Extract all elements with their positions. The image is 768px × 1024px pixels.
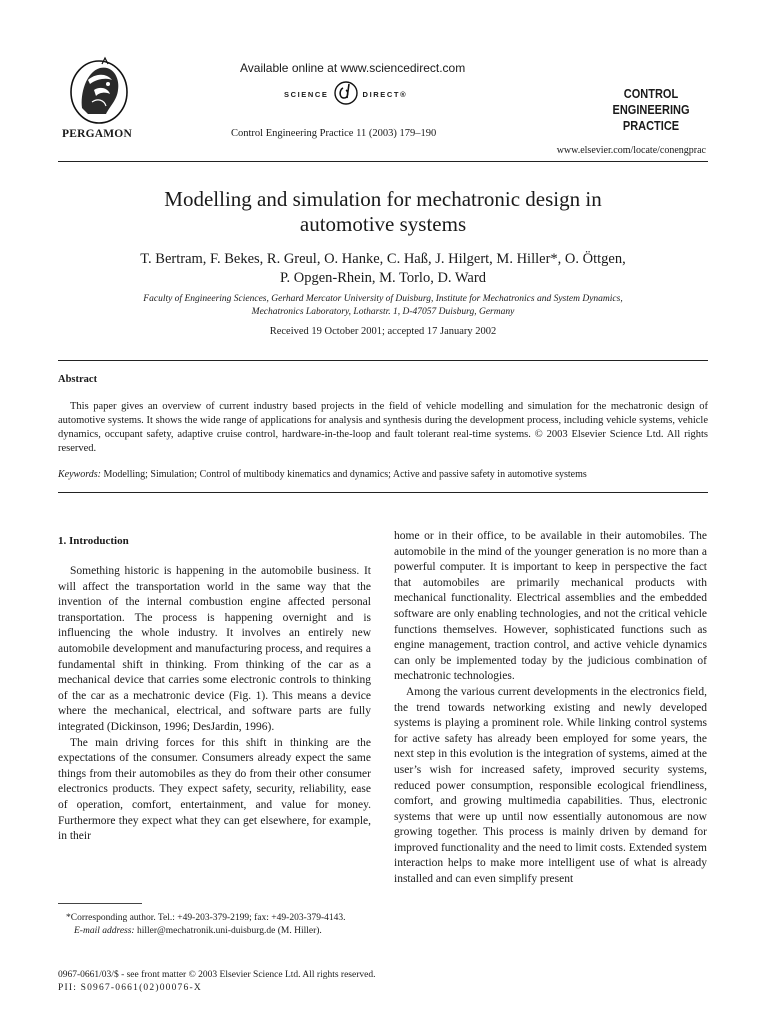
author-line1: T. Bertram, F. Bekes, R. Greul, O. Hanke, C. Haß, J. Hilgert, M. Hiller*, O. Öttgen, xyxy=(140,251,626,267)
sciencedirect-d-icon xyxy=(333,80,359,108)
footnote-divider xyxy=(58,903,142,904)
paper-title-line2: automotive systems xyxy=(299,212,467,236)
intro-paragraph-2: The main driving forces for this shift in thinking are the expectations of the consumer. Consumers already expect the same things from their automobiles as they do from their other consumer electronics products. They expect safety, security, reliability, ease of operation, comfort, entertainment, and value for money. Furthermore they expect what they can get elsewhere, for example, in their xyxy=(58,736,371,843)
front-matter-info xyxy=(58,969,375,995)
affiliation-line2: Mechatronics Laboratory, Lotharstr. 1, D-47057 Duisburg, Germany xyxy=(251,307,515,317)
paper-title-line1: Modelling and simulation for mechatronic design in xyxy=(164,187,602,211)
intro-paragraph-1: Something historic is happening in the automobile business. It will affect the transportation world in the same way that the invention of the internal combustion engine affected personal transportation. The process is happening overnight and is influencing the whole industry. It involves an entirely new automobile development and manufacturing process, and requires a fundamental shift in thinking. From thinking of the car as a mechanical device that carries some electronic controls to thinking of the car as a mechatronic device (Fig. 1). This means a device where the mechanical, electrical, and software parts are fully integrated (Dickinson, 1996; DesJardin, 1996). xyxy=(58,565,371,733)
keywords-list: Modelling; Simulation; Control of multibody kinematics and dynamics; Active and passive safety in automotive systems xyxy=(103,469,587,480)
footnote-email-link[interactable]: hiller@mechatronik.uni-duisburg.de (M. Hiller). xyxy=(136,926,322,936)
corresponding-author-footnote xyxy=(58,912,371,938)
copyright-line: 0967-0661/03/$ - see front matter © 2003 Elsevier Science Ltd. All rights reserved. xyxy=(58,970,376,980)
footnote-email-label: E-mail address: xyxy=(74,926,135,936)
affiliation-line1: Faculty of Engineering Sciences, Gerhard Mercator University of Duisburg, Institute for Mechatronics and System Dynamics, xyxy=(143,294,623,304)
abstract-heading: Abstract xyxy=(58,374,98,385)
section-heading-introduction: 1. Introduction xyxy=(58,535,129,547)
received-dates: Received 19 October 2001; accepted 17 January 2002 xyxy=(269,326,497,337)
pii-identifier: PII: S0967-0661(02)00076-X xyxy=(58,983,202,993)
intro-paragraph-4: Among the various current developments in the electronics field, the trend towards networking existing and newly developed systems is playing a prominent role. While linking control systems for active safety has already been employed for some years, the next step in this evolution is the integration of systems, aimed at the user’s wish for increased safety, improved security systems, reduced power consumption, responsible ecological friendliness, comfort, and growing multimedia capabilities. Thus, electronic systems that were up until now essentially autonomous are now growing together. This process is mainly driven by demand for improved functionality and the need to limit costs. Extended system interaction helps to make more intelligent use of what is already installed and can even simplify present xyxy=(394,685,707,886)
journal-title-line2: PRACTICE xyxy=(622,119,680,133)
keywords-label: Keywords: xyxy=(58,469,101,480)
keywords xyxy=(58,468,708,482)
paper-title xyxy=(58,187,708,237)
author-line2: P. Opgen-Rhein, M. Torlo, D. Ward xyxy=(280,270,486,286)
journal-title xyxy=(594,86,708,134)
sciencedirect-right-word: DIRECT® xyxy=(362,89,408,99)
footnote-contact: *Corresponding author. Tel.: +49-203-379-2199; fax: +49-203-379-4143. xyxy=(66,913,346,923)
abstract-bottom-divider xyxy=(58,492,708,493)
abstract-body: This paper gives an overview of current industry based projects in the field of vehicle modelling and simulation for the mechatronic design of automotive systems. It shows the wide range of applications for analysis and synthesis during the development process, including vehicle systems, vehicle dynamics, occupant safety, adaptive cruise control, hardware-in-the-loop and fault tolerant real-time systems. © 2003 Elsevier Science Ltd. All rights reserved. xyxy=(58,401,708,454)
sciencedirect-logo xyxy=(284,81,407,107)
pergamon-logo xyxy=(58,56,140,126)
sciencedirect-left-word: SCIENCE xyxy=(284,89,329,99)
affiliation xyxy=(58,293,708,319)
right-column xyxy=(394,529,707,888)
journal-title-line1: CONTROL ENGINEERING xyxy=(612,87,690,117)
left-column xyxy=(58,564,371,845)
footnote-email-line xyxy=(58,925,371,938)
intro-paragraph-3: home or in their office, to be available in their automobiles. The automobile in the mind of the younger generation is no more than a powerful computer. It is important to keep in perspective the fact that automobiles are primarily mechanical products with mechanical functionality. Electrical assemblies and the embedded software are only enabling technologies, and not the critical vehicle functions themselves. However, sophisticated functions such as engine management, traction control, and active vehicle dynamics can only be implemented today by the judicious combination of mechatronic technologies. xyxy=(394,530,707,683)
header-divider xyxy=(58,161,708,162)
journal-url-link[interactable]: www.elsevier.com/locate/conengprac xyxy=(556,145,706,156)
journal-citation: Control Engineering Practice 11 (2003) 179–190 xyxy=(231,128,437,139)
abstract-top-divider xyxy=(58,360,708,361)
available-online-text[interactable]: Available online at www.sciencedirect.com xyxy=(240,61,466,75)
author-list xyxy=(58,250,708,288)
publisher-name: PERGAMON xyxy=(62,128,132,140)
